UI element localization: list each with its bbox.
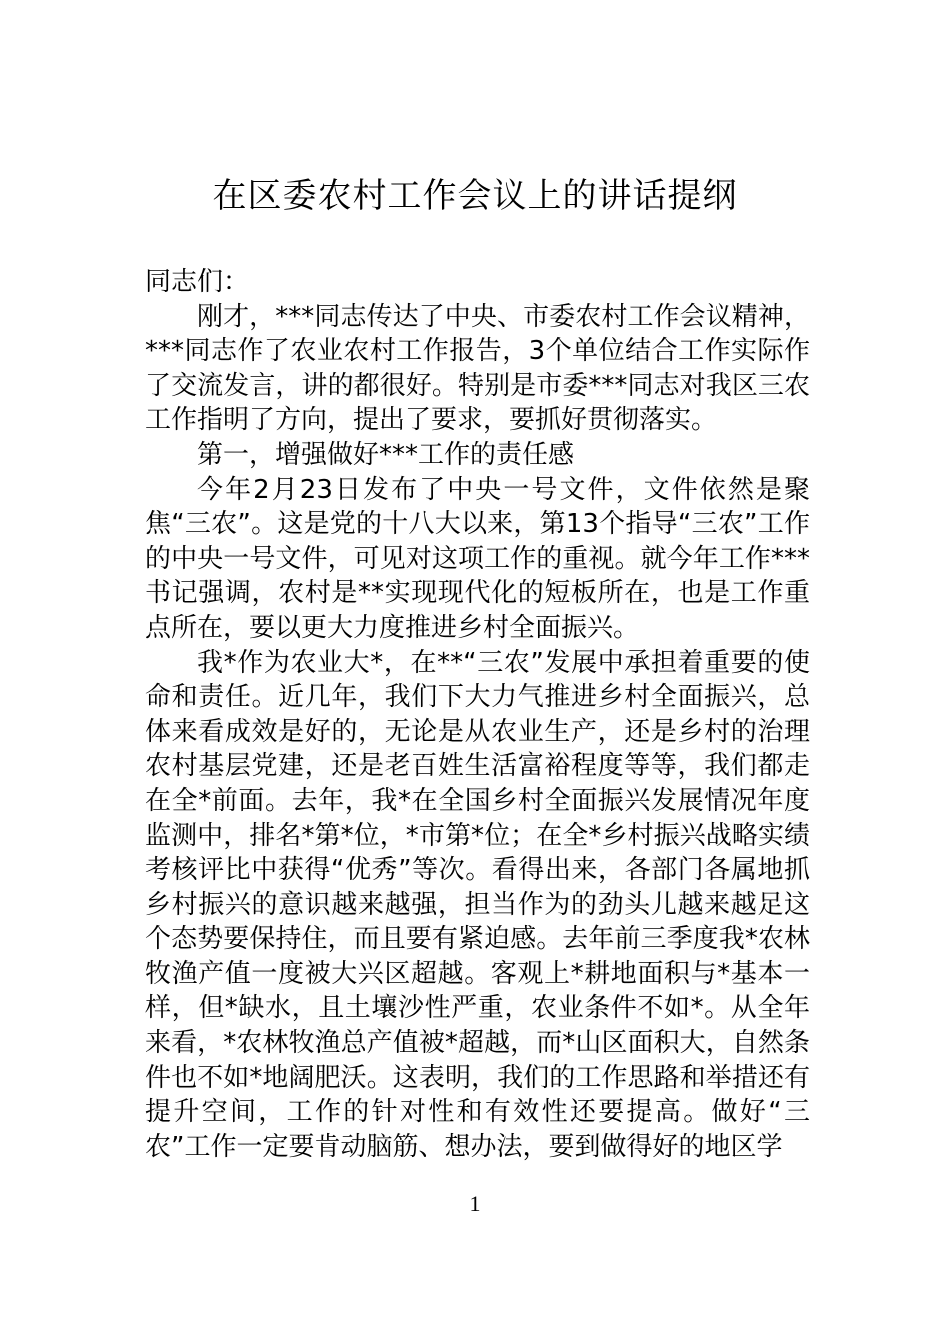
document-title: 在区委农村工作会议上的讲话提纲	[212, 176, 738, 216]
page-number: 1	[469, 1191, 481, 1216]
section-heading-first: 第一，增强做好***工作的责任感	[197, 439, 575, 470]
paragraph-agriculture-role: 我*作为农业大*，在**“三农”发展中承担着重要的使命和责任。近几年，我们下大力气推进乡村全面振兴，总体来看成效是好的，无论是从农业生产，还是乡村的治理农村基层党建，还是老百姓生活富裕程度等等，我们都走在全*前面。去年，我*在全国乡村全面振兴发展情况年度监测中，排名*第*位，*市第*位；在全*乡村振兴战略实绩考核评比中获得“优秀”等次。看得出来，各部门各属地抓乡村振兴的意识越来越强，担当作为的劲头儿越来越足这个态势要保持住，而且要有紧迫感。去年前三季度我*农林牧渔产值一度被大兴区超越。客观上*耕地面积与*基本一样，但*缺水，且土壤沙性严重，农业条件不如*。从全年来看，*农林牧渔总产值被*超越，而*山区面积大，自然条件也不如*地阔肥沃。这表明，我们的工作思路和举措还有提升空间，工作的针对性和有效性还要提高。做好“三农”工作一定要肯动脑筋、想办法，要到做得好的地区学	[145, 647, 810, 1162]
salutation: 同志们：	[145, 267, 250, 297]
paragraph-document-one: 今年2月23日发布了中央一号文件，文件依然是聚焦“三农”。这是党的十八大以来，第13个指导“三农”工作的中央一号文件，可见对这项工作的重视。就今年工作***书记强调，农村是**实现现代化的短板所在，也是工作重点所在，要以更大力度推进乡村全面振兴。	[145, 474, 810, 643]
paragraph-opening: 刚才，***同志传达了中央、市委农村工作会议精神，***同志作了农业农村工作报告，3个单位结合工作实际作了交流发言，讲的都很好。特别是市委***同志对我区三农工作指明了方向，提出了要求，要抓好贯彻落实。	[145, 301, 810, 436]
document-body	[145, 265, 810, 1164]
